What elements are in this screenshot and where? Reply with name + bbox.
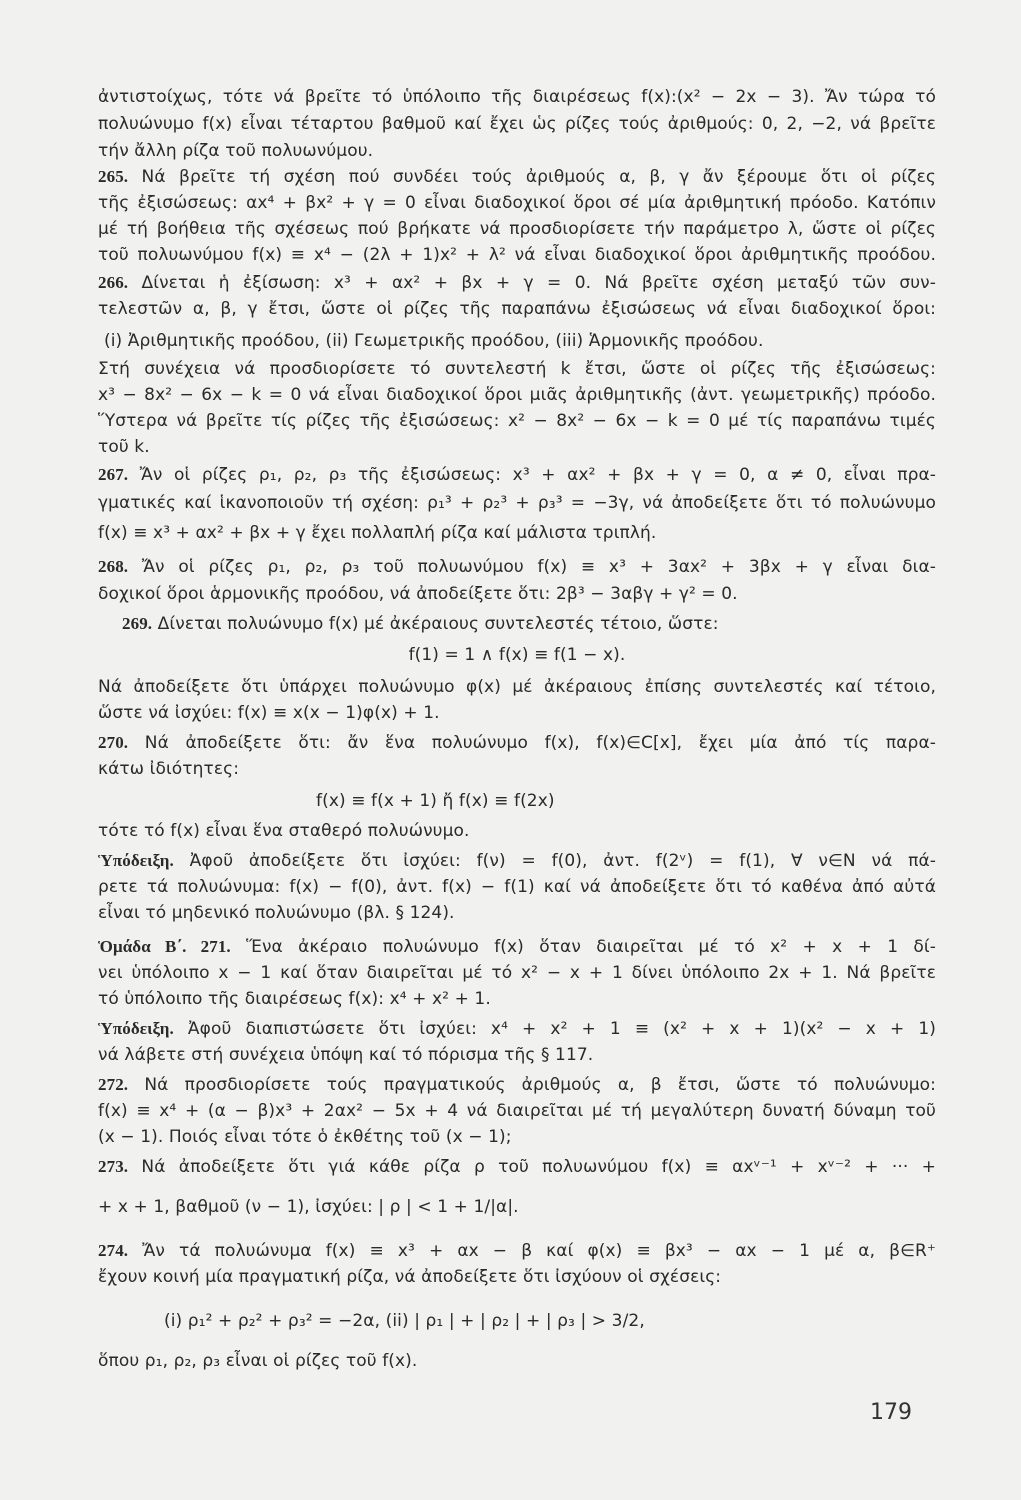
text-line <box>98 702 440 724</box>
line-text: εἶναι τό μηδενικό πολυώνυμο (βλ. § 124). <box>98 903 455 923</box>
text-line <box>98 644 936 666</box>
exercise-number: 266. <box>98 273 129 292</box>
line-text: Ἄν τά πολυώνυμα f(x) ≡ x³ + αx − β καί φ(x) ≡ βx³ − αx − 1 μέ α, β∈R⁺ <box>128 1241 936 1261</box>
line-text: f(x) ≡ x⁴ + (α − β)x³ + 2αx² − 5x + 4 νά διαιρεῖται μέ τή μεγαλύτερη δυνατή δύναμη τοῦ <box>98 1101 936 1121</box>
line-text: Δίνεται πολυώνυμο f(x) μέ ἀκέραιους συντελεστές τέτοιο, ὥστε: <box>152 614 719 634</box>
exercise-number: 268. <box>98 557 129 576</box>
text-line <box>98 113 936 135</box>
text-line <box>98 876 936 898</box>
text-line <box>98 410 936 432</box>
text-line <box>98 1156 936 1178</box>
text-line <box>98 464 936 486</box>
line-text: (i) Ἀριθμητικῆς προόδου, (ii) Γεωμετρικῆς προόδου, (iii) Ἁρμονικῆς προόδου. <box>104 331 764 351</box>
exercise-number: Ὑπόδειξη. <box>98 851 174 870</box>
line-text: Νά ἀποδείξετε ὅτι γιά κάθε ρίζα ρ τοῦ πολυωνύμου f(x) ≡ αxᵛ⁻¹ + xᵛ⁻² + ··· + <box>128 1157 936 1177</box>
text-line <box>98 850 936 872</box>
exercise-number: 267. <box>98 465 129 484</box>
line-text: Νά ἀποδείξετε ὅτι: ἄν ἕνα πολυώνυμο f(x), f(x)∈C[x], ἔχει μία ἀπό τίς παρα- <box>128 733 936 753</box>
line-text: Ἀφοῦ ἀποδείξετε ὅτι ἰσχύει: f(ν) = f(0), ἀντ. f(2ᵛ) = f(1), ∀ ν∈N νά πά- <box>173 851 936 871</box>
page-number: 179 <box>870 1400 912 1425</box>
line-text: + x + 1, βαθμοῦ (ν − 1), ἰσχύει: | ρ | < 1 + 1/|α|. <box>98 1197 519 1217</box>
line-text: κάτω ἰδιότητες: <box>98 759 240 779</box>
exercise-number: 272. <box>98 1075 129 1094</box>
line-text: f(1) = 1 ∧ f(x) ≡ f(1 − x). <box>408 645 626 665</box>
text-line <box>98 436 150 458</box>
line-text: νει ὑπόλοιπο x − 1 καί ὅταν διαιρεῖται μέ τό x² − x + 1 δίνει ὑπόλοιπο 2x + 1. Νά βρεῖτε <box>98 963 936 983</box>
text-line <box>98 244 936 266</box>
exercise-number: 269. <box>122 614 153 633</box>
text-line <box>98 1350 417 1372</box>
line-text: Στή συνέχεια νά προσδιορίσετε τό συντελεστή k ἔτσι, ὥστε οἱ ρίζες τῆς ἐξισώσεως: <box>98 359 936 379</box>
exercise-number: 270. <box>98 733 129 752</box>
line-text: τότε τό f(x) εἶναι ἕνα σταθερό πολυώνυμο. <box>98 821 470 841</box>
text-line <box>98 192 936 214</box>
line-text: Ἄν οἱ ρίζες ρ₁, ρ₂, ρ₃ τοῦ πολυωνύμου f(x) ≡ x³ + 3αx² + 3βx + γ εἶναι δια- <box>128 557 936 577</box>
exercise-number: 273. <box>98 1157 129 1176</box>
line-text: f(x) ≡ f(x + 1) ἤ f(x) ≡ f(2x) <box>316 791 555 811</box>
exercise-number: 274. <box>98 1241 129 1260</box>
line-text: Νά βρεῖτε τή σχέση πού συνδέει τούς ἀριθμούς α, β, γ ἄν ξέρουμε ὅτι οἱ ρίζες <box>128 167 936 187</box>
line-text: τήν ἄλλη ρίζα τοῦ πολυωνύμου. <box>98 141 374 161</box>
exercise-number: 265. <box>98 167 129 186</box>
exercise-number: Ὁμάδα Β΄. 271. <box>98 937 231 956</box>
line-text: τελεστῶν α, β, γ ἔτσι, ὥστε οἱ ρίζες τῆς παραπάνω ἐξισώσεως νά εἶναι διαδοχικοί ὅροι: <box>98 299 936 319</box>
text-line <box>98 676 936 698</box>
text-line <box>98 140 373 162</box>
text-line <box>98 1266 721 1288</box>
line-text: τοῦ πολυωνύμου f(x) ≡ x⁴ − (2λ + 1)x² + λ² νά εἶναι διαδοχικοί ὅροι ἀριθμητικῆς προόδου. <box>98 245 936 265</box>
line-text: Ἀφοῦ διαπιστώσετε ὅτι ἰσχύει: x⁴ + x² + 1 ≡ (x² + x + 1)(x² − x + 1) <box>173 1019 936 1039</box>
text-line <box>98 936 936 958</box>
line-text: γματικές καί ἱκανοποιοῦν τή σχέση: ρ₁³ + ρ₂³ + ρ₃³ = −3γ, νά ἀποδείξετε ὅτι τό πολυώνυμο <box>98 493 936 513</box>
line-text: ἀντιστοίχως, τότε νά βρεῖτε τό ὑπόλοιπο τῆς διαιρέσεως f(x):(x² − 2x − 3). Ἄν τώρα τό <box>98 87 936 107</box>
text-line <box>98 988 491 1010</box>
line-text: Νά προσδιορίσετε τούς πραγματικούς ἀριθμούς α, β ἔτσι, ὥστε τό πολυώνυμο: <box>128 1075 936 1095</box>
text-line <box>98 1018 936 1040</box>
text-line <box>98 1196 519 1218</box>
line-text: Ἄν οἱ ρίζες ρ₁, ρ₂, ρ₃ τῆς ἐξισώσεως: x³ + αx² + βx + γ = 0, α ≠ 0, εἶναι πρα- <box>128 465 936 485</box>
line-text: Νά ἀποδείξετε ὅτι ὑπάρχει πολυώνυμο φ(x) μέ ἀκέραιους ἐπίσης συντελεστές καί τέτοιο, <box>98 677 936 697</box>
text-line <box>98 758 239 780</box>
text-line <box>98 1240 936 1262</box>
text-line <box>98 298 936 320</box>
line-text: Ἕνα ἀκέραιο πολυώνυμο f(x) ὅταν διαιρεῖται μέ τό x² + x + 1 δί- <box>230 937 936 957</box>
text-line <box>122 613 719 635</box>
text-line <box>98 272 936 294</box>
text-line <box>98 902 455 924</box>
line-text: ρετε τά πολυώνυμα: f(x) − f(0), ἀντ. f(x) − f(1) καί νά ἀποδείξετε ὅτι τό καθένα ἀπό αὐτά <box>98 877 936 897</box>
line-text: τό ὑπόλοιπο τῆς διαιρέσεως f(x): x⁴ + x² + 1. <box>98 989 491 1009</box>
text-line <box>98 166 936 188</box>
text-line <box>98 583 738 605</box>
text-line <box>316 790 555 812</box>
line-text: πολυώνυμο f(x) εἶναι τέταρτου βαθμοῦ καί ἔχει ὡς ρίζες τούς ἀριθμούς: 0, 2, −2, νά βρεῖτε <box>98 114 936 134</box>
text-line <box>98 218 936 240</box>
line-text: Δίνεται ἡ ἐξίσωση: x³ + αx² + βx + γ = 0. Νά βρεῖτε σχέση μεταξύ τῶν συν- <box>128 273 936 293</box>
text-line <box>164 1310 645 1332</box>
text-line <box>98 556 936 578</box>
line-text: (i) ρ₁² + ρ₂² + ρ₃² = −2α, (ii) | ρ₁ | + | ρ₂ | + | ρ₃ | > 3/2, <box>164 1311 645 1331</box>
line-text: τοῦ k. <box>98 437 150 457</box>
line-text: ὅπου ρ₁, ρ₂, ρ₃ εἶναι οἱ ρίζες τοῦ f(x). <box>98 1351 418 1371</box>
text-line <box>98 820 470 842</box>
line-text: ἔχουν κοινή μία πραγματική ρίζα, νά ἀποδείξετε ὅτι ἰσχύουν οἱ σχέσεις: <box>98 1267 722 1287</box>
line-text: μέ τή βοήθεια τῆς σχέσεως πού βρήκατε νά προσδιορίσετε τήν παράμετρο λ, ὥστε οἱ ρίζες <box>98 219 936 239</box>
line-text: νά λάβετε στή συνέχεια ὑπόψη καί τό πόρισμα τῆς § 117. <box>98 1045 594 1065</box>
text-line <box>98 1074 936 1096</box>
line-text: Ὕστερα νά βρεῖτε τίς ρίζες τῆς ἐξισώσεως: x² − 8x² − 6x − k = 0 μέ τίς παραπάνω τιμές <box>98 411 936 431</box>
text-line <box>98 492 936 514</box>
line-text: (x − 1). Ποιός εἶναι τότε ὁ ἐκθέτης τοῦ (x − 1); <box>98 1127 512 1147</box>
line-text: δοχικοί ὅροι ἁρμονικῆς προόδου, νά ἀποδείξετε ὅτι: 2β³ − 3αβγ + γ² = 0. <box>98 584 738 604</box>
exercise-number: Ὑπόδειξη. <box>98 1019 174 1038</box>
text-line <box>98 522 656 544</box>
text-line <box>98 1100 936 1122</box>
text-line <box>98 358 936 380</box>
line-text: x³ − 8x² − 6x − k = 0 νά εἶναι διαδοχικοί ὅροι μιᾶς ἀριθμητικῆς (ἀντ. γεωμετρικῆς) πρόοδο. <box>98 385 936 405</box>
line-text: τῆς ἐξισώσεως: αx⁴ + βx² + γ = 0 εἶναι διαδοχικοί ὅροι σέ μία ἀριθμητική πρόοδο. Κατόπιν <box>98 193 936 213</box>
line-text: ὥστε νά ἰσχύει: f(x) ≡ x(x − 1)φ(x) + 1. <box>98 703 440 723</box>
text-line <box>98 732 936 754</box>
text-line <box>98 1126 512 1148</box>
text-line <box>98 86 936 108</box>
text-line <box>98 962 936 984</box>
text-line <box>104 330 764 352</box>
text-line <box>98 1044 593 1066</box>
text-line <box>98 384 936 406</box>
line-text: f(x) ≡ x³ + αx² + βx + γ ἔχει πολλαπλή ρίζα καί μάλιστα τριπλή. <box>98 523 657 543</box>
